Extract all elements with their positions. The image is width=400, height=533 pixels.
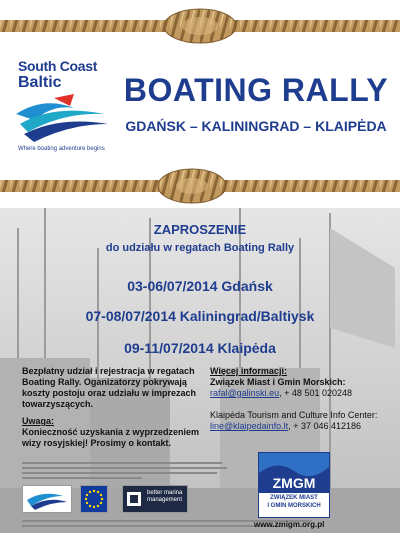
route-subtitle: GDAŃSK – KALININGRAD – KLAIPĖDA xyxy=(125,118,387,134)
org1-phone: , + 48 501 020248 xyxy=(279,388,352,398)
org2-contact xyxy=(210,421,361,431)
note-title: Uwaga: xyxy=(22,416,55,426)
rope-bottom-decoration xyxy=(0,168,400,204)
wave-logo-icon xyxy=(14,94,110,146)
zmgm-abbr: ZMGM xyxy=(272,475,316,491)
logo-line1: South Coast xyxy=(18,58,98,74)
org2-email-link[interactable]: line@klaipedainfo.lt xyxy=(210,421,289,431)
org1-email-link[interactable]: rafal@galinski.eu xyxy=(210,388,280,398)
bmm-text: better marina management xyxy=(147,490,183,503)
south-coast-baltic-small-logo xyxy=(22,485,72,513)
invitation-heading: ZAPROSZENIE xyxy=(153,222,247,237)
date-klaipeda: 09-11/07/2014 Klaipėda xyxy=(124,340,276,356)
zmgm-url-link[interactable]: www.zmigm.org.pl xyxy=(254,520,325,529)
small-wave-logo-icon xyxy=(23,486,71,512)
more-info-title: Więcej informacji: xyxy=(210,366,287,376)
org1-contact xyxy=(210,388,352,398)
zmgm-line2: I GMIN MORSKICH xyxy=(267,503,321,509)
invitation-subheading: do udziału w regatach Boating Rally xyxy=(105,242,295,254)
eu-stars-icon xyxy=(81,486,107,512)
org2-name: Klaipėda Tourism and Culture Info Center: xyxy=(210,410,378,420)
org2-phone: , + 37 046 412186 xyxy=(288,421,362,431)
south-coast-baltic-logo xyxy=(14,58,114,158)
participation-text-content: Bezpłatny udział i rejestracja w regatach Boating Rally. Oganizatorzy pokrywają koszty postoju oraz udziału w imprezach towarzyszących. xyxy=(22,366,197,409)
better-marina-management-logo xyxy=(122,485,188,513)
org1-name: Związek Miast i Gmin Morskich: xyxy=(210,377,346,387)
note-text: Konieczność uzyskania z wyprzedzeniem wizy rosyjskiej! Prosimy o kontakt. xyxy=(22,427,200,448)
rope-top-decoration xyxy=(0,8,400,44)
participation-text xyxy=(22,366,210,410)
date-gdansk: 03-06/07/2014 Gdańsk xyxy=(127,278,273,294)
logo-line2: Baltic xyxy=(18,74,62,91)
page-title: BOATING RALLY xyxy=(123,72,389,108)
fine-print-text xyxy=(22,461,232,483)
eu-flag-icon xyxy=(80,485,108,513)
logo-tagline: Where boating adventure begins xyxy=(18,146,105,152)
zmgm-logo xyxy=(258,452,330,518)
date-kaliningrad: 07-08/07/2014 Kaliningrad/Baltiysk xyxy=(85,308,315,324)
marina-logo-icon xyxy=(123,486,145,512)
zmgm-line1: ZWIĄZEK MIAST xyxy=(270,495,318,501)
